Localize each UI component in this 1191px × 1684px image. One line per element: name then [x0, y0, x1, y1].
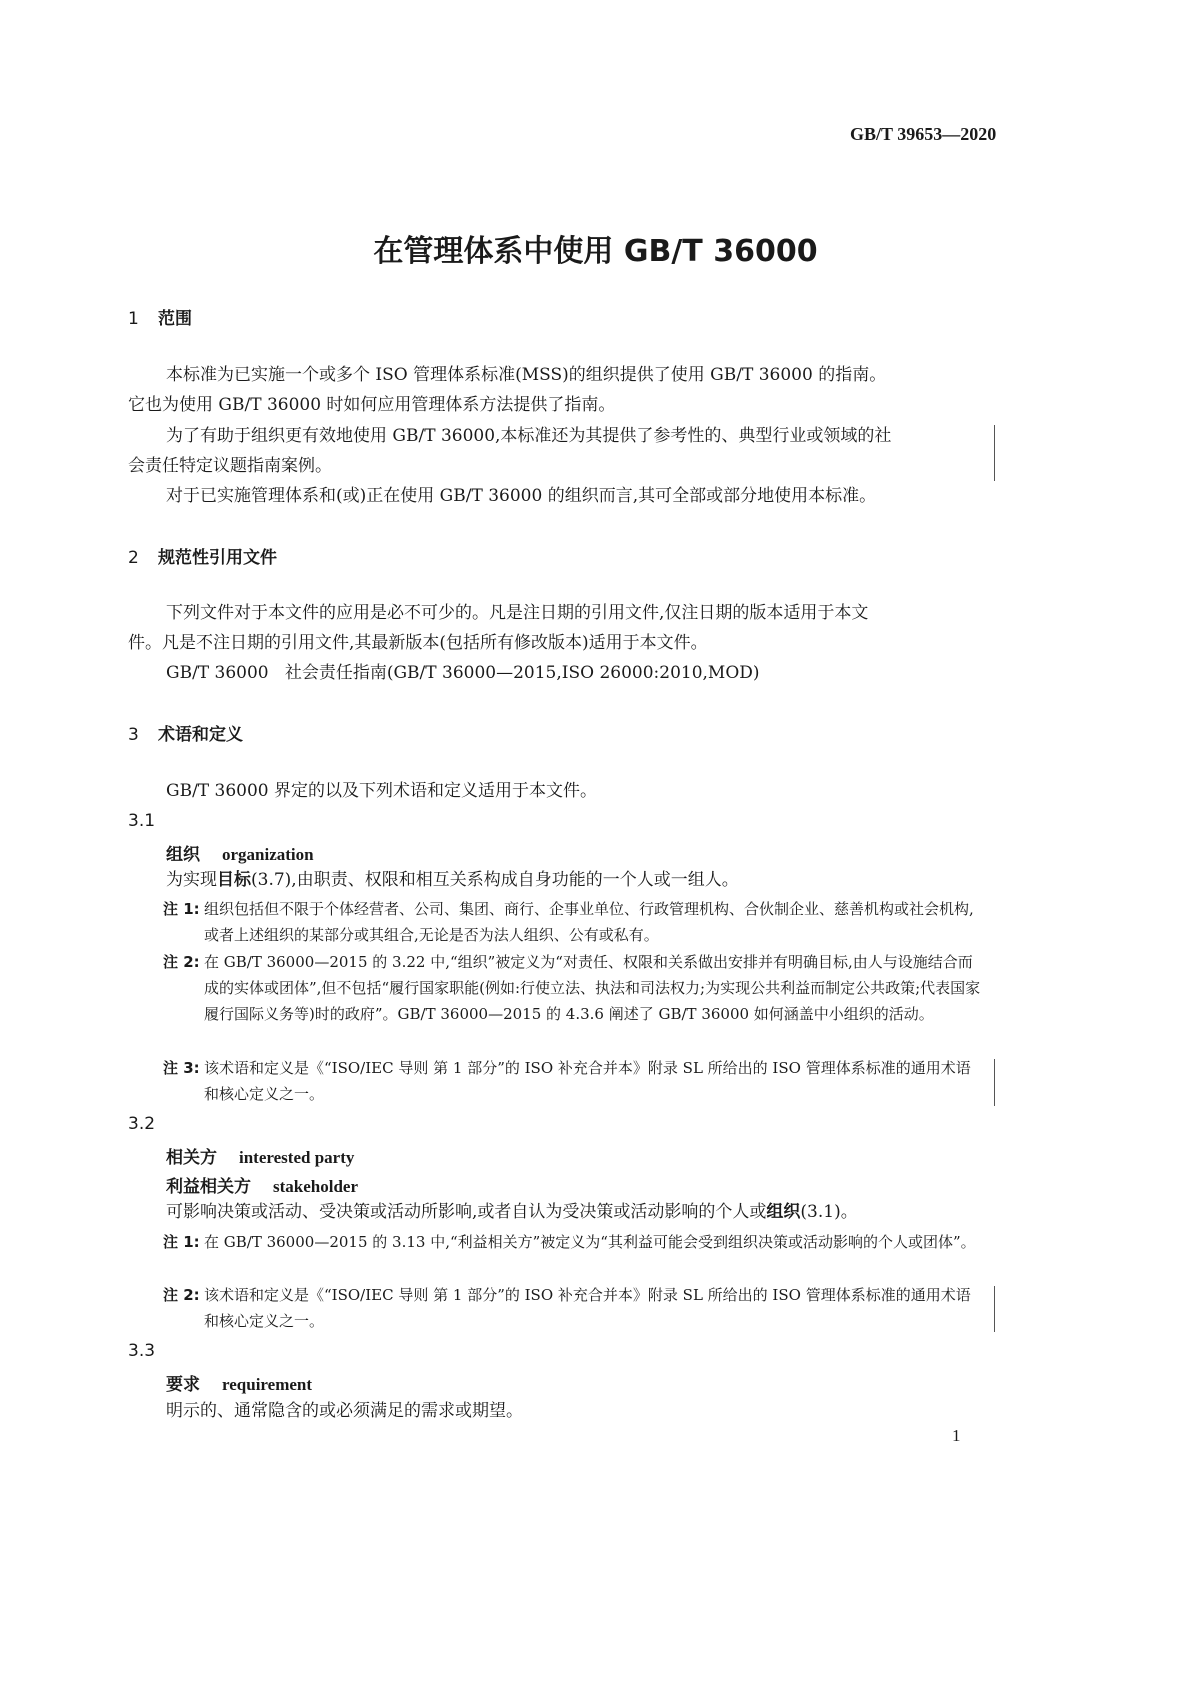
normative-reference: GB/T 36000 社会责任指南(GB/T 36000—2015,ISO 26000:2010,MOD) — [166, 663, 760, 683]
note: 注 1: 在 GB/T 36000—2015 的 3.13 中,“利益相关方”被定义为“其利益可能会受到组织决策或活动影响的个人或团体”。 — [163, 1233, 976, 1251]
paragraph-line: 对于已实施管理体系和(或)正在使用 GB/T 36000 的组织而言,其可全部或部分地使用本标准。 — [166, 486, 877, 506]
term-definition: 为实现目标(3.7),由职责、权限和相互关系构成自身功能的一个人或一组人。 — [166, 870, 739, 890]
paragraph-line: GB/T 36000 界定的以及下列术语和定义适用于本文件。 — [166, 781, 598, 801]
section-3-heading — [128, 720, 243, 745]
section-number: 3 — [128, 725, 139, 745]
term-en: requirement — [222, 1375, 313, 1394]
note: 注 1: 组织包括但不限于个体经营者、公司、集团、商行、企事业单位、行政管理机构、合伙制企业、慈善机构或社会机构,或者上述组织的某部分或其组合,无论是否为法人组织、公有或私有。 — [163, 900, 974, 944]
paragraph-line: 件。凡是不注日期的引用文件,其最新版本(包括所有修改版本)适用于本文件。 — [128, 633, 708, 653]
change-bar — [994, 1059, 995, 1106]
section-1-heading — [128, 304, 192, 329]
note: 注 2: 该术语和定义是《“ISO/IEC 导则 第 1 部分”的 ISO 补充合并本》附录 SL 所给出的 ISO 管理体系标准的通用术语和核心定义之一。 — [163, 1286, 971, 1330]
note: 注 2: 在 GB/T 36000—2015 的 3.22 中,“组织”被定义为“对责任、权限和关系做出安排并有明确目标,由人与设施结合而成的实体或团体”,但不包括“履行国家职能(例如:行使立法、执法和司法权力;为实现公共利益而制定公共政策;代表国家履行国际义务等)时的政府”。GB/T 36000—2015 的 4.3.6 阐述了 GB/T 36000 如何涵盖中小组织的活动。 — [163, 953, 981, 1023]
change-bar — [994, 425, 995, 481]
section-title: 规范性引用文件 — [158, 548, 277, 568]
page-title: 在管理体系中使用 GB/T 36000 — [373, 234, 818, 269]
paragraph-line: 它也为使用 GB/T 36000 时如何应用管理体系方法提供了指南。 — [128, 395, 616, 415]
term-zh: 利益相关方 — [166, 1177, 251, 1197]
term-en: organization — [222, 845, 314, 864]
term-number: 3.3 — [128, 1341, 156, 1361]
term-definition: 明示的、通常隐含的或必须满足的需求或期望。 — [166, 1401, 523, 1421]
paragraph-line: 本标准为已实施一个或多个 ISO 管理体系标准(MSS)的组织提供了使用 GB/T 36000 的指南。 — [166, 365, 887, 385]
term-organization — [166, 840, 314, 865]
term-zh: 要求 — [166, 1375, 200, 1395]
term-en: interested party — [239, 1148, 355, 1167]
section-number: 2 — [128, 548, 139, 568]
term-requirement — [166, 1370, 312, 1395]
section-number: 1 — [128, 309, 139, 329]
term-definition: 可影响决策或活动、受决策或活动所影响,或者自认为受决策或活动影响的个人或组织(3.1)。 — [166, 1202, 858, 1222]
term-number: 3.2 — [128, 1114, 156, 1134]
term-en: stakeholder — [273, 1177, 358, 1196]
term-zh: 相关方 — [166, 1148, 217, 1168]
paragraph-line: 会责任特定议题指南案例。 — [128, 456, 332, 476]
page-number: 1 — [952, 1426, 961, 1445]
term-number: 3.1 — [128, 811, 156, 831]
note: 注 3: 该术语和定义是《“ISO/IEC 导则 第 1 部分”的 ISO 补充合并本》附录 SL 所给出的 ISO 管理体系标准的通用术语和核心定义之一。 — [163, 1059, 971, 1103]
paragraph-line: 为了有助于组织更有效地使用 GB/T 36000,本标准还为其提供了参考性的、典型行业或领域的社 — [166, 426, 892, 446]
change-bar — [994, 1286, 995, 1332]
paragraph-line: 下列文件对于本文件的应用是必不可少的。凡是注日期的引用文件,仅注日期的版本适用于本文 — [166, 603, 869, 623]
section-title: 范围 — [158, 309, 192, 329]
term-interested-party — [166, 1143, 354, 1168]
document-number: GB/T 39653—2020 — [850, 124, 997, 144]
term-zh: 组织 — [166, 845, 200, 865]
section-title: 术语和定义 — [158, 725, 243, 745]
section-2-heading — [128, 543, 277, 568]
term-stakeholder — [166, 1172, 358, 1197]
